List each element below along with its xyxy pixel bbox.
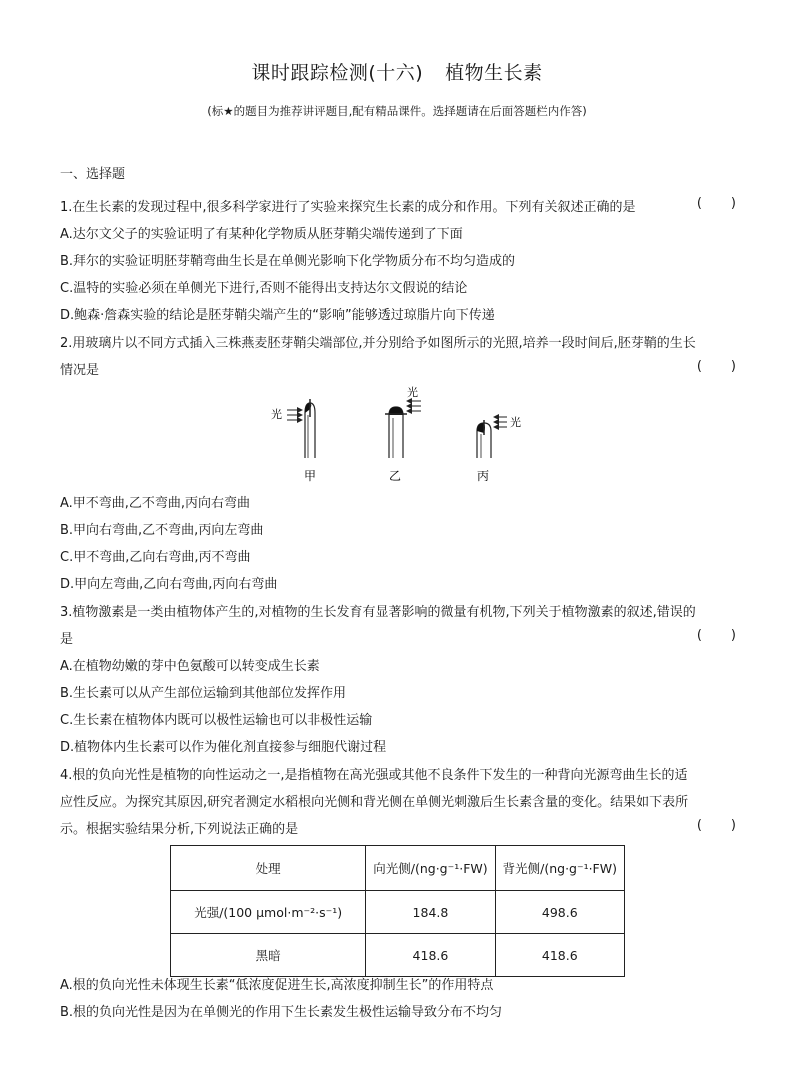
q1-option-b: B.拜尔的实验证明胚芽鞘弯曲生长是在单侧光影响下化学物质分布不均匀造成的 <box>60 254 516 269</box>
q2-stem-line1: 2.用玻璃片以不同方式插入三株燕麦胚芽鞘尖端部位,并分别给予如图所示的光照,培养一段时间后,胚芽鞘的生长 <box>60 336 696 351</box>
q1-option-a: A.达尔文父子的实验证明了有某种化学物质从胚芽鞘尖端传递到了下面 <box>60 227 463 242</box>
q4-stem-line3: 示。根据实验结果分析,下列说法正确的是 <box>60 822 299 837</box>
q3-option-b: B.生长素可以从产生部位运输到其他部位发挥作用 <box>60 686 347 701</box>
table-cell: 418.6 <box>366 934 495 977</box>
table-header-shaded-side: 背光侧/(ng·g⁻¹·FW) <box>495 846 624 891</box>
light-label-jia: 光 <box>271 408 282 421</box>
q3-option-c: C.生长素在植物体内既可以极性运输也可以非极性运输 <box>60 713 373 728</box>
table-row <box>171 891 625 934</box>
table-header-treatment: 处理 <box>171 846 366 891</box>
page-title <box>0 58 794 85</box>
q4-stem-line2: 应性反应。为探究其原因,研究者测定水稻根向光侧和背光侧在单侧光刺激后生长素含量的变化。结果如下表所 <box>60 795 689 810</box>
q1-stem: 1.在生长素的发现过程中,很多科学家进行了实验来探究生长素的成分和作用。下列有关叙述正确的是 <box>60 200 636 215</box>
q4-answer-paren: ( ) <box>696 818 736 833</box>
q2-answer-paren: ( ) <box>696 359 736 374</box>
q2-stem-line2: 情况是 <box>60 363 100 378</box>
table-cell: 418.6 <box>495 934 624 977</box>
label-yi: 乙 <box>389 469 402 483</box>
q2-option-c: C.甲不弯曲,乙向右弯曲,丙不弯曲 <box>60 550 251 565</box>
section-heading: 一、选择题 <box>60 167 126 182</box>
title-main: 课时跟踪检测(十六) <box>251 62 424 84</box>
q2-option-b: B.甲向右弯曲,乙不弯曲,丙向左弯曲 <box>60 523 264 538</box>
q4-option-a: A.根的负向光性未体现生长素“低浓度促进生长,高浓度抑制生长”的作用特点 <box>60 978 494 993</box>
light-label-bing: 光 <box>510 416 521 429</box>
q4-stem-line1: 4.根的负向光性是植物的向性运动之一,是指植物在高光强或其他不良条件下发生的一种背向光源弯曲生长的适 <box>60 768 688 783</box>
table-cell: 光强/(100 μmol·m⁻²·s⁻¹) <box>171 891 366 934</box>
coleoptile-bing <box>477 415 521 483</box>
table-cell: 184.8 <box>366 891 495 934</box>
q1-option-c: C.温特的实验必须在单侧光下进行,否则不能得出支持达尔文假说的结论 <box>60 281 468 296</box>
light-label-yi: 光 <box>407 386 418 399</box>
q1-answer-paren: ( ) <box>696 196 736 211</box>
table-cell: 498.6 <box>495 891 624 934</box>
q3-option-a: A.在植物幼嫩的芽中色氨酸可以转变成生长素 <box>60 659 320 674</box>
q2-option-d: D.甲向左弯曲,乙向右弯曲,丙向右弯曲 <box>60 577 278 592</box>
q1-option-d: D.鲍森·詹森实验的结论是胚芽鞘尖端产生的“影响”能够透过琼脂片向下传递 <box>60 308 495 323</box>
q4-option-b: B.根的负向光性是因为在单侧光的作用下生长素发生极性运输导致分布不均匀 <box>60 1005 503 1020</box>
coleoptile-yi <box>385 385 421 483</box>
coleoptile-jia <box>271 399 316 483</box>
coleoptile-figure <box>255 383 535 483</box>
q3-stem-line2: 是 <box>60 632 74 647</box>
label-jia: 甲 <box>304 469 317 483</box>
q3-answer-paren: ( ) <box>696 628 736 643</box>
table-header-row <box>171 846 625 891</box>
q3-option-d: D.植物体内生长素可以作为催化剂直接参与细胞代谢过程 <box>60 740 387 755</box>
table-row <box>171 934 625 977</box>
title-topic: 植物生长素 <box>445 62 543 84</box>
table-header-lit-side: 向光侧/(ng·g⁻¹·FW) <box>366 846 495 891</box>
q4-data-table <box>170 845 625 977</box>
q3-stem-line1: 3.植物激素是一类由植物体产生的,对植物的生长发育有显著影响的微量有机物,下列关于植物激素的叙述,错误的 <box>60 605 696 620</box>
q2-option-a: A.甲不弯曲,乙不弯曲,丙向右弯曲 <box>60 496 251 511</box>
table-cell: 黑暗 <box>171 934 366 977</box>
instruction-note: (标★的题目为推荐讲评题目,配有精品课件。选择题请在后面答题栏内作答) <box>207 104 587 118</box>
label-bing: 丙 <box>477 469 490 483</box>
